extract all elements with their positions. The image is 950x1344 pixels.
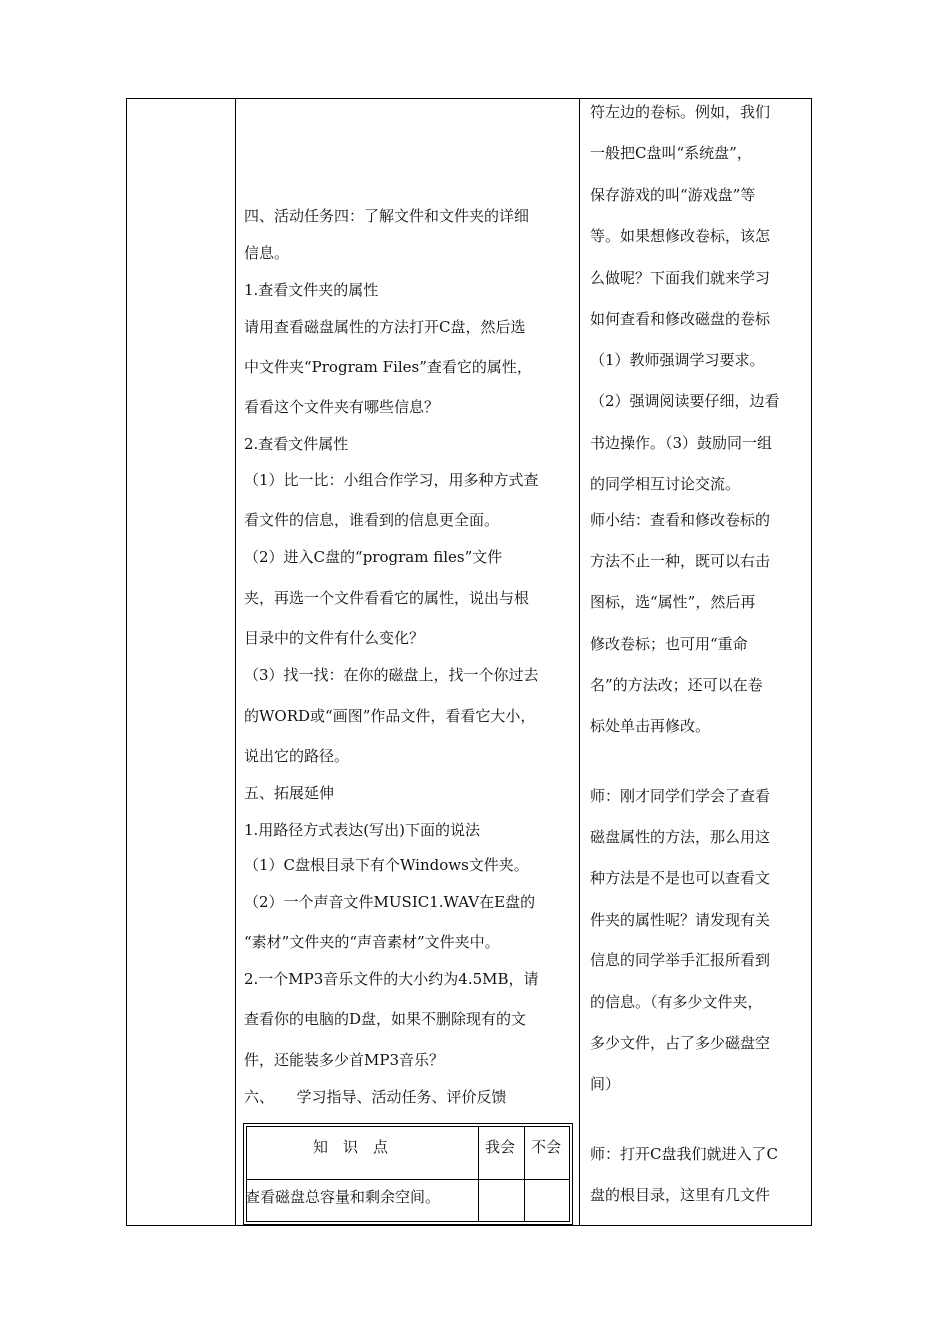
text-line: 1.查看文件夹的属性 [244,281,379,299]
header-can: 我会 [485,1138,516,1156]
text-line: 么做呢？下面我们就来学习 [590,269,771,287]
text-line: 件夹的属性呢？请发现有关 [590,911,771,929]
text-line: 的WORD或“画图”作品文件，看看它大小， [244,707,536,725]
text-line: 信息。 [244,244,290,262]
text-line: 名”的方法改；还可以在卷 [590,676,763,694]
text-line: 请用查看磁盘属性的方法打开C盘，然后选 [244,318,526,336]
text-line: 中文件夹“Program Files”查看它的属性， [244,358,532,376]
text-line: 六、 学习指导、活动任务、评价反馈 [244,1088,507,1106]
text-line: 图标，选“属性”，然后再 [590,593,756,611]
text-line: 多少文件，占了多少磁盘空 [590,1034,771,1052]
text-line: 师小结：查看和修改卷标的 [590,511,771,529]
text-line: 看文件的信息，谁看到的信息更全面。 [244,511,500,529]
text-line: 师：打开C盘我们就进入了C [590,1145,778,1163]
text-line: 种方法是不是也可以查看文 [590,869,771,887]
text-line: 四、活动任务四：了解文件和文件夹的详细 [244,207,530,225]
header-cannot: 不会 [531,1138,562,1156]
text-line: 磁盘属性的方法，那么用这 [590,828,771,846]
row-knowledge-point: 查看磁盘总容量和剩余空间。 [245,1188,441,1206]
text-line: 2.一个MP3音乐文件的大小约为4.5MB，请 [244,970,539,988]
text-line: 查看你的电脑的D盘，如果不删除现有的文 [244,1010,527,1028]
text-line: （2）一个声音文件MUSIC1.WAV在E盘的 [244,893,536,911]
text-line: 件，还能装多少首MP3音乐？ [244,1051,444,1069]
text-line: 等。如果想修改卷标，该怎 [590,227,771,245]
text-line: （2）进入C盘的“program files”文件 [244,548,503,566]
text-line: 方法不止一种，既可以右击 [590,552,771,570]
text-line: 一般把C盘叫“系统盘”， [590,144,752,162]
text-line: （1）教师强调学习要求。 [590,351,765,369]
text-line: 的同学相互讨论交流。 [590,475,741,493]
text-line: 五、拓展延伸 [244,784,335,802]
column-divider-1 [235,99,236,1225]
column-divider-2 [579,99,580,1225]
feedback-table [246,1126,570,1222]
feedback-table-col-divider [478,1127,479,1221]
text-line: （1）C盘根目录下有个Windows文件夹。 [244,856,529,874]
text-line: （1）比一比：小组合作学习，用多种方式查 [244,471,539,489]
text-line: 师：刚才同学们学会了查看 [590,787,771,805]
text-line: 保存游戏的叫“游戏盘”等 [590,186,756,204]
text-line: 2.查看文件属性 [244,435,349,453]
text-line: 1.用路径方式表达(写出)下面的说法 [244,821,481,839]
header-knowledge-point: 知 识 点 [313,1138,389,1156]
text-line: 盘的根目录，这里有几文件 [590,1186,771,1204]
text-line: 修改卷标；也可用“重命 [590,635,748,653]
text-line: 书边操作。（3）鼓励同一组 [590,434,773,452]
text-line: 符左边的卷标。例如，我们 [590,103,771,121]
text-line: 目录中的文件有什么变化？ [244,629,425,647]
text-line: 夹，再选一个文件看看它的属性，说出与根 [244,589,530,607]
feedback-table-col-divider [524,1127,525,1221]
text-line: 间） [590,1075,621,1093]
text-line: （2）强调阅读要仔细，边看 [590,392,780,410]
text-line: “素材”文件夹的“声音素材”文件夹中。 [244,933,500,951]
text-line: 看看这个文件夹有哪些信息？ [244,398,440,416]
text-line: 如何查看和修改磁盘的卷标 [590,310,771,328]
text-line: 的信息。（有多少文件夹， [590,993,763,1011]
text-line: 信息的同学举手汇报所看到 [590,951,771,969]
feedback-table-row-divider [247,1179,569,1180]
text-line: 标处单击再修改。 [590,717,711,735]
text-line: 说出它的路径。 [244,747,350,765]
text-line: （3）找一找：在你的磁盘上，找一个你过去 [244,666,539,684]
